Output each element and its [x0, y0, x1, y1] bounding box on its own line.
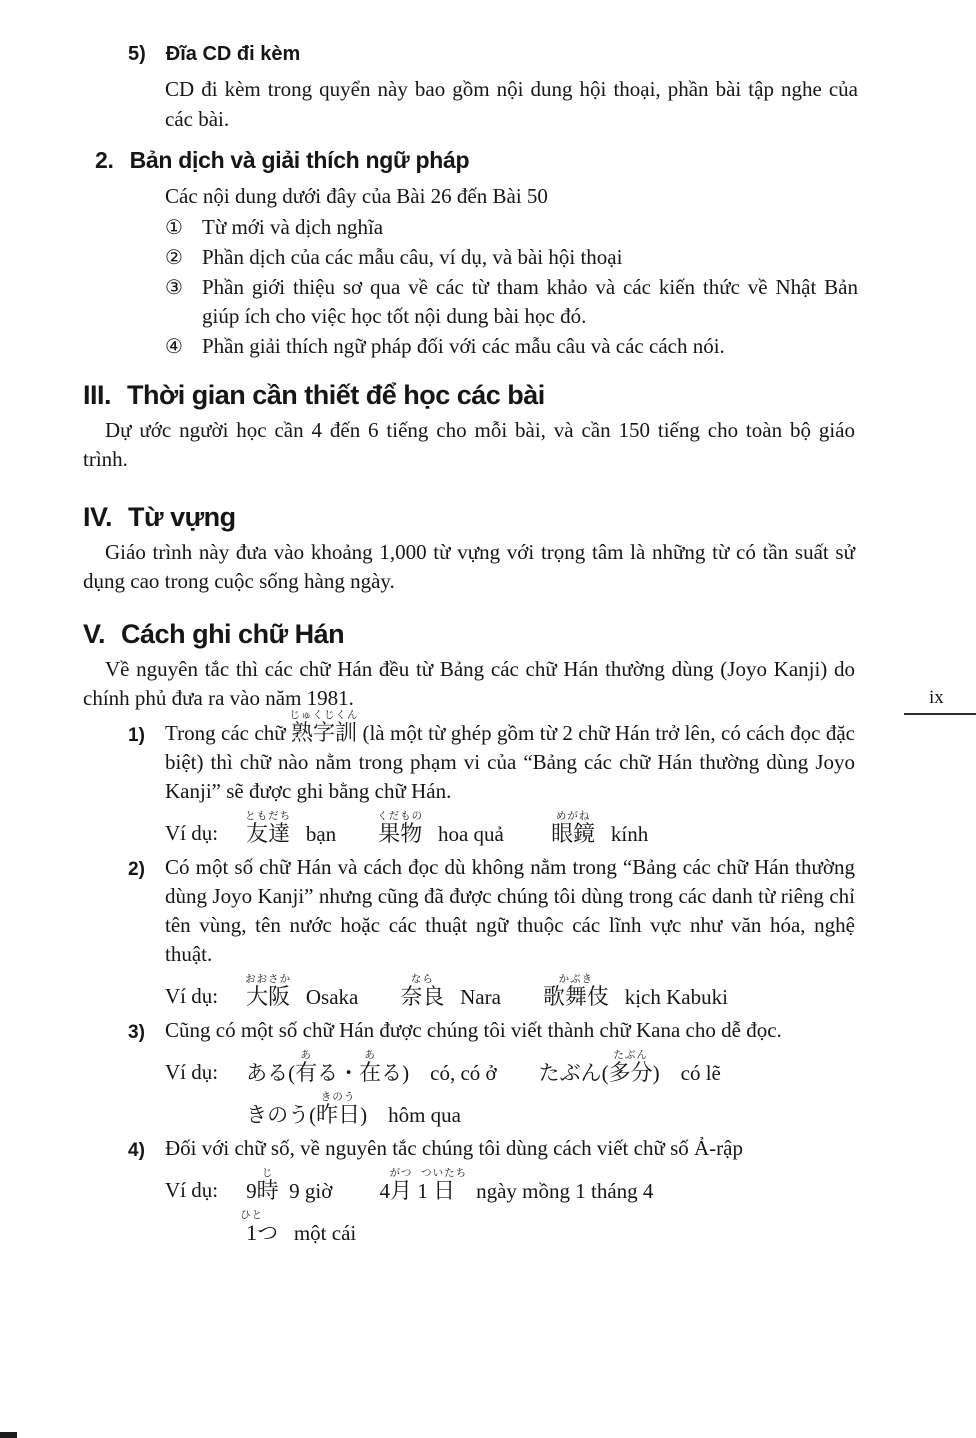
- kanji-with-furigana: ともだち 友達: [245, 810, 292, 846]
- numbered-item: [128, 853, 861, 1012]
- kanji-with-furigana: ひと 1: [240, 1209, 264, 1245]
- kanji-with-furigana: めがね 眼鏡: [551, 810, 596, 846]
- example-line: [240, 1206, 855, 1248]
- kanji-with-furigana: あ 在: [359, 1049, 382, 1085]
- example-line: [246, 1046, 855, 1088]
- kanji-with-furigana: じ 時: [256, 1167, 279, 1203]
- example-block: [165, 970, 855, 1012]
- example-line: [246, 970, 855, 1012]
- circled-number-marker: ②: [165, 245, 183, 269]
- kanji-with-furigana: かぶき 歌舞伎: [542, 973, 609, 1009]
- item-paragraph: [165, 1016, 855, 1045]
- furigana: おおさか: [245, 973, 292, 985]
- list-item-text: Phần dịch của các mẫu câu, ví dụ, và bài hội thoại: [202, 245, 623, 269]
- furigana: ひと: [240, 1209, 264, 1221]
- kanji-with-furigana: くだもの 果物: [377, 810, 424, 846]
- section5-title: Cách ghi chữ Hán: [121, 619, 345, 649]
- example-line: [246, 1088, 855, 1130]
- text-segment: ある(: [246, 1061, 296, 1085]
- example-lines: [246, 807, 855, 849]
- example-label: Ví dụ:: [165, 1178, 219, 1202]
- page-number-rule: [904, 713, 976, 715]
- item5-title: Đĩa CD đi kèm: [165, 43, 301, 65]
- item5-block: [128, 42, 858, 134]
- text-segment: Có một số chữ Hán và cách đọc dù không nằm trong “Bảng các chữ Hán thường dùng Joyo Kanji” nhưng cũng đã được chúng tôi dùng trong các danh từ riêng chỉ tên vùng, tên nước hoặc các thuật ngữ thuộc các lĩnh vực như văn hóa, nghệ thuật.: [165, 855, 861, 966]
- kanji-with-furigana: おおさか 大阪: [245, 973, 292, 1009]
- example-label: Ví dụ:: [165, 821, 219, 845]
- section2-marker: 2.: [95, 147, 114, 173]
- list-item-text: Phần giải thích ngữ pháp đối với các mẫu câu và các cách nói.: [202, 334, 725, 358]
- section5-list: [0, 709, 976, 1248]
- item-content: [165, 1016, 855, 1130]
- item-content: [165, 853, 861, 1012]
- example-block: [165, 1164, 855, 1248]
- kanji-with-furigana: じゅくじくん 熟字訓: [289, 709, 359, 745]
- text-segment: Nara: [444, 985, 543, 1009]
- item5-marker: 5): [128, 43, 146, 65]
- section5-heading: [83, 618, 858, 650]
- section5-body: Về nguyên tắc thì các chữ Hán đều từ Bảng các chữ Hán thường dùng (Joyo Kanji) do chính phủ đưa ra vào năm 1981.: [83, 657, 855, 710]
- furigana: あ: [300, 1049, 312, 1061]
- kanji-with-furigana: なら 奈良: [400, 973, 445, 1009]
- furigana: がつ: [389, 1167, 413, 1179]
- text-segment: ngày mồng 1 tháng 4: [455, 1179, 654, 1203]
- text-segment: Trong các chữ: [165, 721, 292, 745]
- numbered-item: [128, 709, 861, 849]
- item-paragraph: [165, 1134, 855, 1163]
- page-number: ix: [929, 687, 944, 708]
- section3-body: Dự ước người học cần 4 đến 6 tiếng cho mỗi bài, và cần 150 tiếng cho toàn bộ giáo trình.: [83, 418, 855, 471]
- text-segment: 9 giờ 4: [278, 1179, 391, 1203]
- section3-title: Thời gian cần thiết để học các bài: [127, 380, 545, 410]
- example-line: [246, 1164, 855, 1206]
- kanji-with-furigana: あ 有: [295, 1049, 318, 1085]
- text-segment: る) có, có ở たぶん(: [381, 1061, 609, 1085]
- example-lines: [246, 1046, 855, 1130]
- furigana: なら: [410, 973, 434, 985]
- furigana: かぶき: [558, 973, 594, 985]
- item5-body: CD đi kèm trong quyển này bao gồm nội dung hội thoại, phần bài tập nghe của các bài.: [165, 77, 858, 131]
- section3-heading: [83, 379, 858, 411]
- example-lines: [246, 970, 855, 1012]
- furigana: じ: [261, 1167, 274, 1179]
- item-marker: 3): [128, 1022, 145, 1043]
- text-segment: る・: [317, 1061, 360, 1085]
- furigana: あ: [364, 1049, 376, 1061]
- text-segment: ) hôm qua: [360, 1103, 462, 1127]
- text-segment: kịch Kabuki: [608, 985, 728, 1009]
- kanji-with-furigana: たぶん 多分: [608, 1049, 653, 1085]
- item-paragraph: [165, 709, 861, 806]
- example-label: Ví dụ:: [165, 984, 219, 1008]
- circled-number-marker: ③: [165, 275, 183, 299]
- section4-marker: IV.: [83, 502, 113, 532]
- text-segment: Osaka: [290, 985, 401, 1009]
- text-segment: きのう(: [246, 1103, 317, 1127]
- section4-title: Từ vựng: [128, 502, 236, 532]
- section4-heading: [83, 501, 858, 533]
- item-content: [165, 709, 861, 849]
- text-segment: 1: [412, 1179, 434, 1203]
- furigana: じゅくじくん: [289, 709, 359, 721]
- section5-marker: V.: [83, 619, 106, 649]
- example-block: [165, 807, 855, 849]
- section3-marker: III.: [83, 380, 112, 410]
- example-lines: [240, 1164, 855, 1248]
- text-segment: Cũng có một số chữ Hán được chúng tôi viết thành chữ Kana cho dễ đọc.: [165, 1018, 782, 1042]
- item-marker: 2): [128, 859, 145, 880]
- furigana: くだもの: [377, 810, 424, 822]
- kanji-with-furigana: がつ 月: [389, 1167, 413, 1203]
- section4-body: Giáo trình này đưa vào khoảng 1,000 từ vựng với trọng tâm là những từ có tần suất sử dụng cao trong cuộc sống hàng ngày.: [83, 540, 855, 593]
- example-block: [165, 1046, 855, 1130]
- scan-artifact: [0, 1432, 17, 1438]
- list-item: [165, 273, 858, 331]
- item-content: [165, 1134, 855, 1248]
- furigana: きのう: [320, 1091, 356, 1103]
- furigana: ついたち: [421, 1167, 468, 1179]
- section2-list: [165, 213, 858, 361]
- numbered-item: [128, 1134, 855, 1248]
- list-item: [165, 213, 858, 242]
- item-paragraph: [165, 853, 861, 969]
- item-marker: 4): [128, 1140, 145, 1161]
- section2-heading: [95, 146, 858, 174]
- text-segment: 9: [246, 1179, 257, 1203]
- furigana: めがね: [555, 810, 591, 822]
- list-item-text: Từ mới và dịch nghĩa: [202, 215, 384, 239]
- text-segment: Đối với chữ số, về nguyên tắc chúng tôi dùng cách viết chữ số Ả-rập: [165, 1136, 743, 1160]
- document-page: [0, 42, 976, 1438]
- numbered-item: [128, 1016, 855, 1130]
- text-segment: bạn: [290, 822, 379, 846]
- section2-intro: Các nội dung dưới đây của Bài 26 đến Bài 50: [165, 184, 548, 208]
- text-segment: ) có lẽ: [652, 1061, 721, 1085]
- list-item: [165, 332, 858, 361]
- list-item-text: Phần giới thiệu sơ qua về các từ tham khảo và các kiến thức về Nhật Bản giúp ích cho việc học tốt nội dung bài học đó.: [202, 275, 858, 328]
- circled-number-marker: ①: [165, 215, 183, 239]
- text-segment: つ một cái: [257, 1221, 357, 1245]
- item-marker: 1): [128, 725, 145, 746]
- kanji-with-furigana: きのう 昨日: [316, 1091, 361, 1127]
- circled-number-marker: ④: [165, 334, 183, 358]
- furigana: ともだち: [245, 810, 292, 822]
- example-label: Ví dụ:: [165, 1060, 219, 1084]
- item5-heading: [128, 42, 858, 66]
- text-segment: hoa quả: [422, 822, 552, 846]
- kanji-with-furigana: ついたち 日: [421, 1167, 468, 1203]
- text-segment: kính: [595, 822, 649, 846]
- example-line: [246, 807, 855, 849]
- text-segment: (là một từ ghép gồm từ 2 chữ Hán trở lên, có cách đọc đặc biệt) thì chữ nào nằm trong phạm vi của “Bảng các chữ Hán thường dùng Joyo Kanji” sẽ được ghi bằng chữ Hán.: [165, 721, 861, 803]
- list-item: [165, 243, 858, 272]
- section2-title: Bản dịch và giải thích ngữ pháp: [129, 147, 470, 173]
- furigana: たぶん: [613, 1049, 648, 1061]
